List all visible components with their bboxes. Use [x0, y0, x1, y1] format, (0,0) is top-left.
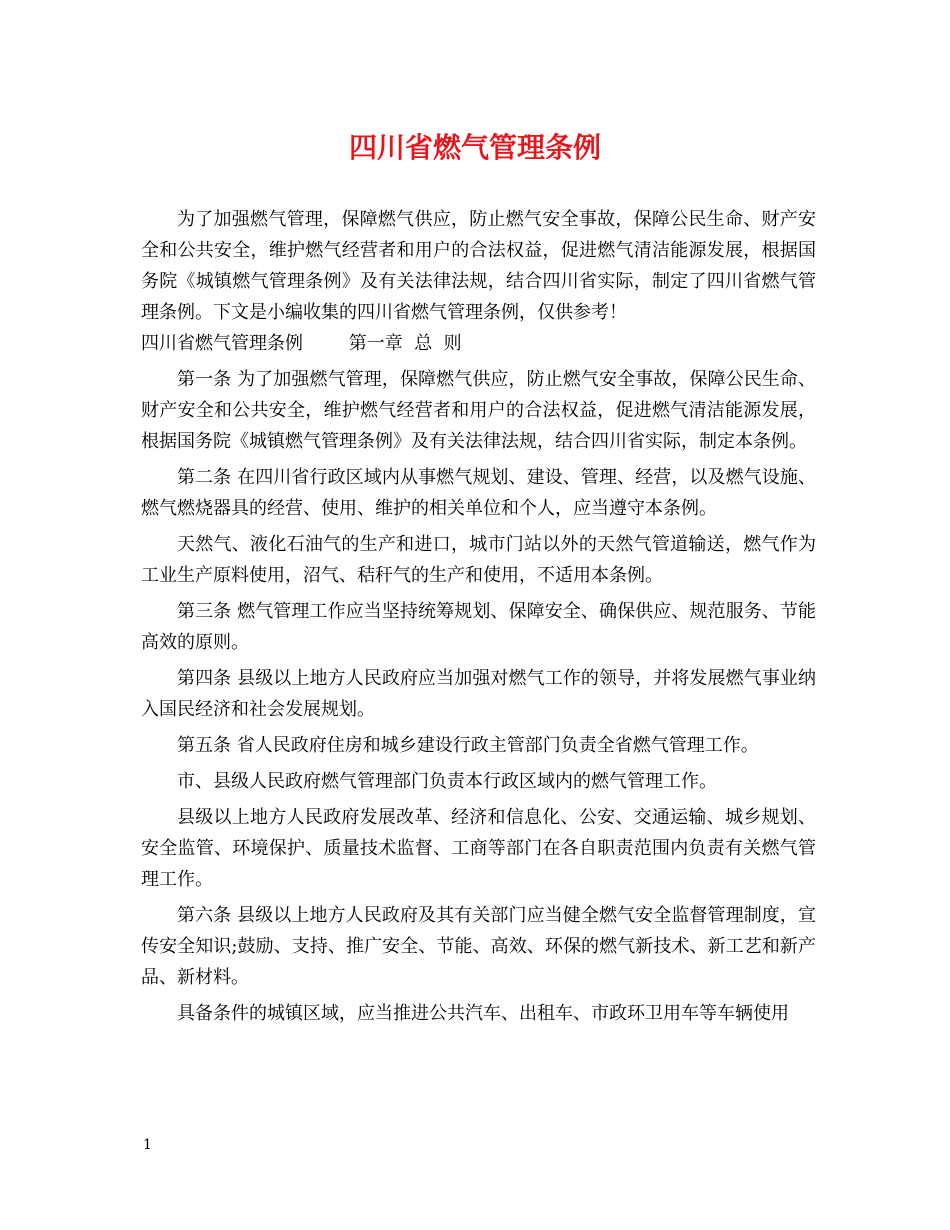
paragraph-article-5-city-county: 市、县级人民政府燃气管理部门负责本行政区域内的燃气管理工作。 — [177, 771, 717, 792]
paragraph-article-6-vehicles: 具备条件的城镇区域，应当推进公共汽车、出租车、市政环卫用车等车辆使用 — [177, 1003, 789, 1024]
page-number: 1 — [143, 1137, 152, 1153]
document-body — [141, 204, 816, 1034]
paragraph-article-2-exclusions: 天然气、液化石油气的生产和进口，城市门站以外的天然气管道输送，燃气作为工业生产原料使用，沼气、秸秆气的生产和使用，不适用本条例。 — [141, 534, 816, 586]
paragraph-article-2: 第二条 在四川省行政区域内从事燃气规划、建设、管理、经营，以及燃气设施、燃气燃烧器具的经营、使用、维护的相关单位和个人，应当遵守本条例。 — [141, 467, 816, 519]
paragraph-article-5-departments: 县级以上地方人民政府发展改革、经济和信息化、公安、交通运输、城乡规划、安全监管、环境保护、质量技术监督、工商等部门在各自职责范围内负责有关燃气管理工作。 — [141, 807, 816, 890]
intro-paragraph: 为了加强燃气管理，保障燃气供应，防止燃气安全事故，保障公民生命、财产安全和公共安全，维护燃气经营者和用户的合法权益，促进燃气清洁能源发展，根据国务院《城镇燃气管理条例》及有关法律法规，结合四川省实际，制定了四川省燃气管理条例。下文是小编收集的四川省燃气管理条例，仅供参考！ — [141, 209, 816, 323]
paragraph-article-4: 第四条 县级以上地方人民政府应当加强对燃气工作的领导，并将发展燃气事业纳入国民经济和社会发展规划。 — [141, 668, 816, 720]
paragraph-article-5: 第五条 省人民政府住房和城乡建设行政主管部门负责全省燃气管理工作。 — [177, 735, 759, 756]
document-title: 四川省燃气管理条例 — [348, 131, 601, 164]
paragraph-article-6: 第六条 县级以上地方人民政府及其有关部门应当健全燃气安全监督管理制度，宣传安全知识;鼓励、支持、推广安全、节能、高效、环保的燃气新技术、新工艺和新产品、新材料。 — [141, 905, 816, 988]
paragraph-article-1: 第一条 为了加强燃气管理，保障燃气供应，防止燃气安全事故，保障公民生命、财产安全和公共安全，维护燃气经营者和用户的合法权益，促进燃气清洁能源发展，根据国务院《城镇燃气管理条例》及有关法律法规，结合四川省实际，制定本条例。 — [141, 369, 816, 452]
paragraph-article-3: 第三条 燃气管理工作应当坚持统筹规划、保障安全、确保供应、规范服务、节能高效的原则。 — [141, 601, 816, 653]
chapter-heading: 四川省燃气管理条例 第一章 总 则 — [141, 333, 462, 354]
